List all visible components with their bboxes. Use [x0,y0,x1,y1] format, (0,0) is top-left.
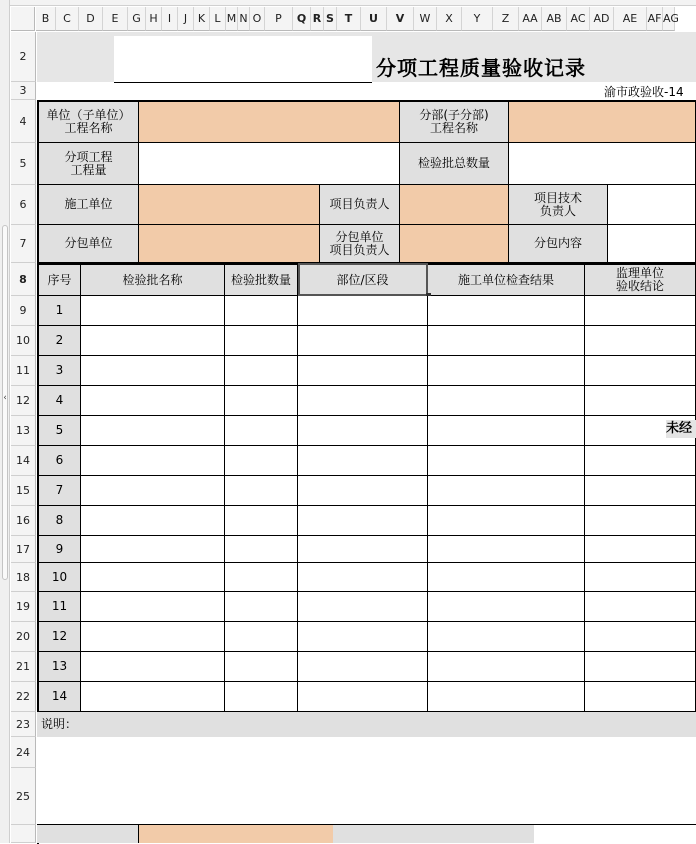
header-batch-name: 检验批名称 [81,263,225,296]
supervisor-result-cell[interactable] [585,296,696,326]
signature-input-left[interactable] [139,825,333,843]
side-note: 未经 [666,420,696,438]
batch-name-cell[interactable] [81,622,225,652]
row-header-2[interactable]: 2 [11,32,36,82]
column-header-s[interactable]: S [324,7,337,31]
project-manager-input[interactable] [400,185,509,225]
row-header-13[interactable]: 13 [11,416,36,446]
supervisor-result-cell[interactable] [585,356,696,386]
row-number: 3 [39,356,81,386]
label-unit-project: 单位（子单位） 工程名称 [39,102,139,143]
row-header-19[interactable]: 19 [11,592,36,622]
column-header-t[interactable]: T [337,7,361,31]
column-header-y[interactable]: Y [462,7,493,31]
batch-qty-cell[interactable] [225,592,298,622]
column-header-p[interactable]: P [265,7,293,31]
column-header-ae[interactable]: AE [614,7,647,31]
batch-name-cell[interactable] [81,506,225,536]
column-header-ac[interactable]: AC [567,7,590,31]
label-tech-manager: 项目技术 负责人 [509,185,608,225]
batch-qty-cell[interactable] [225,386,298,416]
contractor-result-cell[interactable] [428,682,585,712]
contractor-result-cell[interactable] [428,536,585,563]
label-batch-total: 检验批总数量 [400,143,509,185]
contractor-result-cell[interactable] [428,416,585,446]
column-header-ad[interactable]: AD [590,7,614,31]
batch-name-cell[interactable] [81,682,225,712]
column-header-e[interactable]: E [103,7,128,31]
contractor-result-cell[interactable] [428,476,585,506]
batch-qty-cell[interactable] [225,296,298,326]
contractor-result-cell[interactable] [428,386,585,416]
row-header-21[interactable]: 21 [11,652,36,682]
supervisor-result-cell[interactable] [585,446,696,476]
contractor-result-cell[interactable] [428,326,585,356]
batch-name-cell[interactable] [81,326,225,356]
column-header-k[interactable]: K [194,7,210,31]
item-quantity-input[interactable] [139,143,400,185]
column-header-g[interactable]: G [128,7,146,31]
batch-name-cell[interactable] [81,386,225,416]
batch-qty-cell[interactable] [225,682,298,712]
column-header-d[interactable]: D [79,7,103,31]
batch-name-cell[interactable] [81,476,225,506]
row-header-22[interactable]: 22 [11,682,36,712]
batch-qty-cell[interactable] [225,652,298,682]
row-header-10[interactable]: 10 [11,326,36,356]
contractor-result-cell[interactable] [428,592,585,622]
contractor-result-cell[interactable] [428,506,585,536]
supervisor-result-cell[interactable] [585,386,696,416]
column-header-h[interactable]: H [146,7,162,31]
row-number: 5 [39,416,81,446]
contractor-result-cell[interactable] [428,356,585,386]
batch-qty-cell[interactable] [225,356,298,386]
location-cell[interactable] [298,386,428,416]
row-header-14[interactable]: 14 [11,446,36,476]
batch-name-cell[interactable] [81,416,225,446]
collapse-arrow-icon[interactable]: ‹ [3,393,7,403]
row-header-9[interactable]: 9 [11,296,36,326]
column-header-aa[interactable]: AA [519,7,542,31]
batch-total-input[interactable] [509,143,696,185]
row-header-25[interactable]: 25 [11,768,36,825]
row-number: 2 [39,326,81,356]
column-header-ag[interactable]: AG [663,7,675,31]
batch-name-cell[interactable] [81,652,225,682]
location-cell[interactable] [298,536,428,563]
contractor-result-cell[interactable] [428,652,585,682]
header-contractor-result: 施工单位检查结果 [428,263,585,296]
select-all-corner[interactable] [11,7,35,31]
supervisor-result-cell[interactable] [585,682,696,712]
supervisor-result-cell[interactable] [585,592,696,622]
row-header-17[interactable]: 17 [11,536,36,563]
row-header-23[interactable]: 23 [11,712,36,737]
header-supervisor-result: 监理单位 验收结论 [585,263,696,296]
supervisor-result-cell[interactable] [585,536,696,563]
location-cell[interactable] [298,652,428,682]
row-number: 14 [39,682,81,712]
note-label: 说明： [37,712,696,737]
row-number: 4 [39,386,81,416]
toolbar-strip [0,0,696,6]
contractor-result-cell[interactable] [428,622,585,652]
sub-content-input[interactable] [608,225,696,263]
row-header-7[interactable]: 7 [11,225,36,263]
location-cell[interactable] [298,506,428,536]
batch-name-cell[interactable] [81,356,225,386]
location-cell[interactable] [298,356,428,386]
location-cell[interactable] [298,416,428,446]
batch-qty-cell[interactable] [225,506,298,536]
label-project-manager: 项目负责人 [320,185,400,225]
row-header-20[interactable]: 20 [11,622,36,652]
location-cell[interactable] [298,592,428,622]
batch-name-cell[interactable] [81,536,225,563]
batch-name-cell[interactable] [81,592,225,622]
tech-manager-input[interactable] [608,185,696,225]
row-header-18[interactable]: 18 [11,563,36,592]
column-header-q[interactable]: Q [293,7,311,31]
column-header-j[interactable]: J [178,7,194,31]
header-no: 序号 [39,263,81,296]
column-header-n[interactable]: N [238,7,250,31]
form-code: 渝市政验收-14 [604,85,684,99]
row-number: 7 [39,476,81,506]
batch-name-cell[interactable] [81,446,225,476]
row-number: 9 [39,536,81,563]
batch-qty-cell[interactable] [225,536,298,563]
row-header-8[interactable]: 8 [11,263,36,296]
column-header-ab[interactable]: AB [542,7,567,31]
header-batch-qty: 检验批数量 [225,263,298,296]
location-cell[interactable] [298,476,428,506]
label-contractor: 施工单位 [39,185,139,225]
column-header-c[interactable]: C [56,7,79,31]
subcontractor-input[interactable] [139,225,320,263]
column-header-r[interactable]: R [311,7,324,31]
sub-project-input[interactable] [509,102,696,143]
label-sub-project: 分部(子分部) 工程名称 [400,102,509,143]
column-header-i[interactable]: I [162,7,178,31]
column-header-z[interactable]: Z [493,7,519,31]
column-header-af[interactable]: AF [647,7,663,31]
unit-project-input[interactable] [139,102,400,143]
row-header-5[interactable]: 5 [11,143,36,185]
batch-name-cell[interactable] [81,296,225,326]
form-title: 分项工程质量验收记录 [376,56,586,80]
note-area[interactable] [37,737,696,825]
row-header-12[interactable]: 12 [11,386,36,416]
batch-name-cell[interactable] [81,563,225,592]
location-cell[interactable] [298,446,428,476]
row-header-24[interactable]: 24 [11,737,36,768]
column-header-u[interactable]: U [361,7,387,31]
header-location[interactable]: 部位/区段 [298,263,428,296]
batch-qty-cell[interactable] [225,416,298,446]
signature-label-right [333,825,534,843]
column-header-l[interactable]: L [210,7,226,31]
location-cell[interactable] [298,563,428,592]
row-number: 12 [39,622,81,652]
row-header-6[interactable]: 6 [11,185,36,225]
location-cell[interactable] [298,622,428,652]
supervisor-result-cell[interactable] [585,652,696,682]
supervisor-result-cell[interactable] [585,622,696,652]
batch-qty-cell[interactable] [225,563,298,592]
contractor-result-cell[interactable] [428,446,585,476]
batch-qty-cell[interactable] [225,326,298,356]
row-number: 13 [39,652,81,682]
supervisor-result-cell[interactable] [585,563,696,592]
row-header-3[interactable]: 3 [11,82,36,100]
supervisor-result-cell[interactable] [585,506,696,536]
row-header-partial[interactable] [11,825,36,843]
row-number: 6 [39,446,81,476]
label-item-quantity: 分项工程 工程量 [39,143,139,185]
batch-qty-cell[interactable] [225,476,298,506]
location-cell[interactable] [298,326,428,356]
title-input-box[interactable] [114,36,372,83]
label-subcontractor: 分包单位 [39,225,139,263]
column-header-v[interactable]: V [387,7,414,31]
sub-manager-input[interactable] [400,225,509,263]
contractor-input[interactable] [139,185,320,225]
row-number: 11 [39,592,81,622]
row-number: 1 [39,296,81,326]
column-header-b[interactable]: B [36,7,56,31]
signature-label-left [37,825,139,843]
row-number: 10 [39,563,81,592]
batch-qty-cell[interactable] [225,446,298,476]
contractor-result-cell[interactable] [428,296,585,326]
row-number: 8 [39,506,81,536]
row-header-4[interactable]: 4 [11,100,36,143]
label-sub-manager: 分包单位 项目负责人 [320,225,400,263]
row-header-11[interactable]: 11 [11,356,36,386]
column-header-x[interactable]: X [437,7,462,31]
batch-qty-cell[interactable] [225,622,298,652]
column-header-w[interactable]: W [414,7,437,31]
column-header-m[interactable]: M [226,7,238,31]
row-header-15[interactable]: 15 [11,476,36,506]
label-sub-content: 分包内容 [509,225,608,263]
supervisor-result-cell[interactable] [585,476,696,506]
location-cell[interactable] [298,682,428,712]
contractor-result-cell[interactable] [428,563,585,592]
supervisor-result-cell[interactable] [585,326,696,356]
row-header-16[interactable]: 16 [11,506,36,536]
location-cell[interactable] [298,296,428,326]
column-header-o[interactable]: O [250,7,265,31]
